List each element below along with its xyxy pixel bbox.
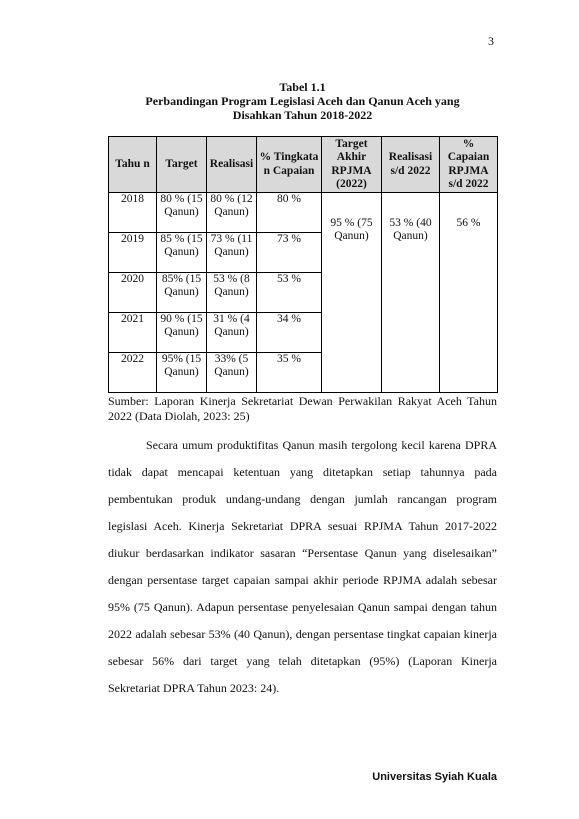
header-cell: % Capaian RPJMA s/d 2022 <box>440 137 498 193</box>
capaian-cell: 80 % <box>257 193 322 233</box>
target-akhir-cell: 95 % (75 Qanun) <box>322 193 382 393</box>
target-cell: 85% (15 Qanun) <box>157 273 207 313</box>
legislation-table <box>108 136 498 393</box>
target-cell: 95% (15 Qanun) <box>157 353 207 393</box>
header-cell: Target <box>157 137 207 193</box>
year-cell: 2022 <box>109 353 157 393</box>
year-cell: 2018 <box>109 193 157 233</box>
realisasi-cell: 53 % (8 Qanun) <box>207 273 257 313</box>
header-cell: Realisasi s/d 2022 <box>382 137 440 193</box>
capaian-rpjma-cell: 56 % <box>440 193 498 393</box>
footer-university: Universitas Syiah Kuala <box>372 771 497 783</box>
header-cell: Realisasi <box>207 137 257 193</box>
realisasi-cell: 33% (5 Qanun) <box>207 353 257 393</box>
body-paragraph: Secara umum produktifitas Qanun masih tergolong kecil karena DPRA tidak dapat mencapai ketentuan yang ditetapkan setiap tahunnya pada pembentukan produk undang-undang dengan jumlah rancangan program legislasi Aceh. Kinerja Sekretariat DPRA sesuai RPJMA Tahun 2017-2022 diukur berdasarkan indikator sasaran “Persentase Qanun yang diselesaikan” dengan persentase target capaian sampai akhir periode RPJMA adalah sebesar 95% (75 Qanun). Adapun persentase penyelesaian Qanun sampai dengan tahun 2022 adalah sebesar 53% (40 Qanun), dengan persentase tingkat capaian kinerja sebesar 56% dari target yang telah ditetapkan (95%) (Laporan Kinerja Sekretariat DPRA Tahun 2023: 24). <box>108 438 497 695</box>
table-caption <box>108 80 497 122</box>
year-cell: 2019 <box>109 233 157 273</box>
header-cell: % Tingkata n Capaian <box>257 137 322 193</box>
target-cell: 80 % (15 Qanun) <box>157 193 207 233</box>
target-cell: 90 % (15 Qanun) <box>157 313 207 353</box>
caption-label: Tabel 1.1 <box>279 80 326 94</box>
table-row <box>109 193 498 233</box>
page-number: 3 <box>488 34 494 48</box>
capaian-cell: 53 % <box>257 273 322 313</box>
year-cell: 2021 <box>109 313 157 353</box>
realisasi-total-cell: 53 % (40 Qanun) <box>382 193 440 393</box>
target-cell: 85 % (15 Qanun) <box>157 233 207 273</box>
capaian-cell: 73 % <box>257 233 322 273</box>
caption-title-line2: Disahkan Tahun 2018-2022 <box>232 108 373 122</box>
year-cell: 2020 <box>109 273 157 313</box>
header-cell: Target Akhir RPJMA (2022) <box>322 137 382 193</box>
realisasi-cell: 80 % (12 Qanun) <box>207 193 257 233</box>
realisasi-cell: 73 % (11 Qanun) <box>207 233 257 273</box>
header-cell: Tahu n <box>109 137 157 193</box>
capaian-cell: 34 % <box>257 313 322 353</box>
realisasi-cell: 31 % (4 Qanun) <box>207 313 257 353</box>
body-text <box>108 432 497 702</box>
capaian-cell: 35 % <box>257 353 322 393</box>
table-header-row <box>109 137 498 193</box>
table-source-note: Sumber: Laporan Kinerja Sekretariat Dewan Perwakilan Rakyat Aceh Tahun 2022 (Data Diolah, 2023: 25) <box>108 394 497 423</box>
caption-title-line1: Perbandingan Program Legislasi Aceh dan Qanun Aceh yang <box>145 94 460 108</box>
